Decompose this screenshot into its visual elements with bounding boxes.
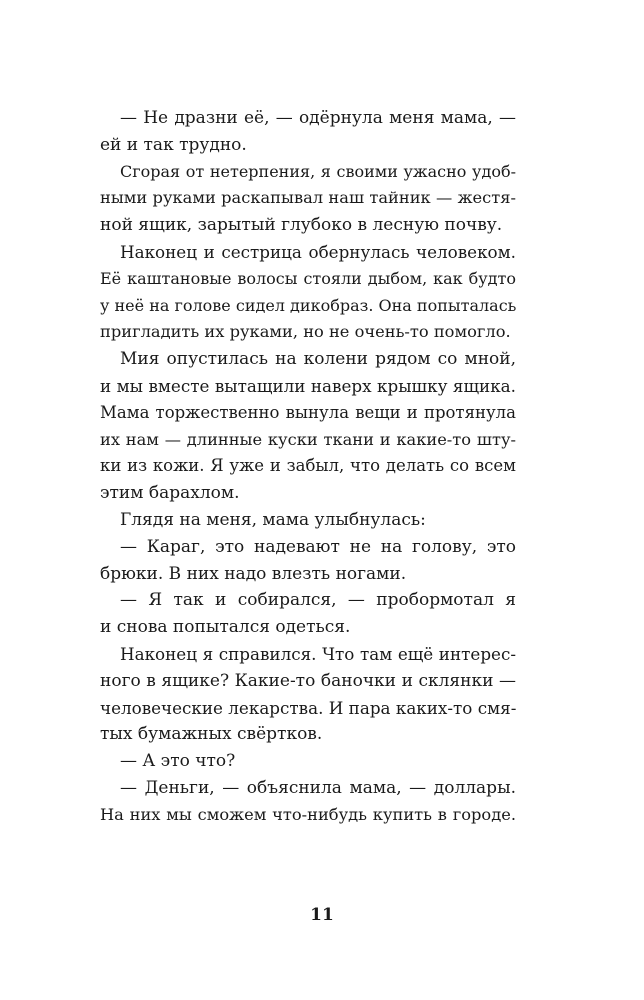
text-line: брюки. В них надо влезть ногами. bbox=[100, 563, 407, 584]
text-line: их нам — длинные куски ткани и какие-то шту- bbox=[100, 429, 516, 449]
text-line: ной ящик, зарытый глубоко в лесную почву. bbox=[100, 215, 503, 236]
text-line: и снова попытался одеться. bbox=[100, 617, 351, 638]
text-line: человеческие лекарства. И пара каких-то смя- bbox=[100, 697, 517, 718]
text-line: — Не дразни её, — одёрнула меня мама, — bbox=[120, 108, 516, 128]
page-number: 11 bbox=[310, 905, 334, 925]
text-line: — Караг, это надевают не на голову, это bbox=[120, 536, 516, 557]
paragraph bbox=[100, 775, 516, 829]
text-line: ки из кожи. Я уже и забыл, что делать со всем bbox=[100, 456, 516, 476]
paragraph bbox=[100, 105, 516, 159]
text-line: Наконец и сестрица обернулась человеком. bbox=[120, 241, 516, 262]
text-line: Сгорая от нетерпения, я своими ужасно удоб- bbox=[120, 161, 516, 181]
text-line: Наконец я справился. Что там ещё интерес- bbox=[120, 643, 516, 664]
text-line: Её каштановые волосы стояли дыбом, как будто bbox=[100, 268, 516, 288]
text-line: и мы вместе вытащили наверх крышку ящика. bbox=[100, 375, 516, 396]
text-line: этим барахлом. bbox=[100, 483, 240, 504]
text-line: На них мы сможем что-нибудь купить в городе. bbox=[100, 804, 516, 824]
paragraph bbox=[100, 507, 516, 534]
paragraph bbox=[100, 641, 516, 748]
paragraph bbox=[100, 534, 516, 588]
text-line: Глядя на меня, мама улыбнулась: bbox=[120, 509, 426, 530]
text-line: — Я так и собирался, — пробормотал я bbox=[120, 590, 516, 611]
paragraph bbox=[100, 346, 516, 507]
text-line: — А это что? bbox=[120, 751, 236, 772]
text-line: пригладить их руками, но не очень-то помогло. bbox=[100, 322, 511, 342]
page-text bbox=[100, 105, 516, 829]
paragraph bbox=[100, 587, 516, 641]
text-line: Мама торжественно вынула вещи и протянула bbox=[100, 402, 516, 422]
paragraph bbox=[100, 748, 516, 775]
text-line: Мия опустилась на колени рядом со мной, bbox=[120, 349, 516, 370]
paragraph bbox=[100, 239, 516, 346]
text-line: ного в ящике? Какие-то баночки и склянки — bbox=[100, 670, 516, 691]
text-line: у неё на голове сидел дикобраз. Она попыталась bbox=[100, 295, 517, 315]
text-line: тых бумажных свёртков. bbox=[100, 724, 323, 745]
text-line: ными руками раскапывал наш тайник — жестя- bbox=[100, 188, 516, 208]
text-line: ей и так трудно. bbox=[100, 134, 247, 155]
paragraph bbox=[100, 159, 516, 239]
text-line: — Деньги, — объяснила мама, — доллары. bbox=[120, 777, 516, 798]
